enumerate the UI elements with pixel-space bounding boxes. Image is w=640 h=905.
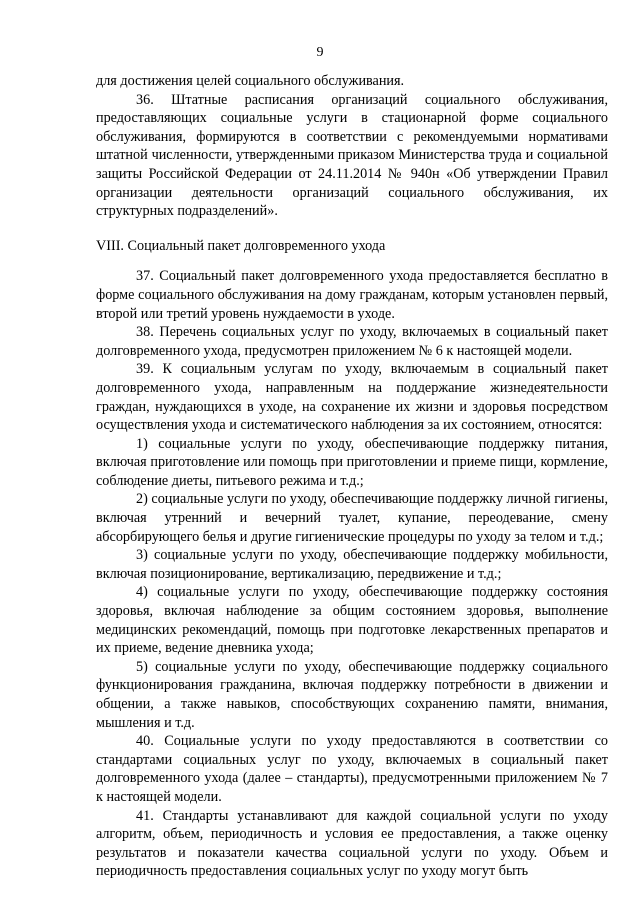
list-item-3: 3) социальные услуги по уходу, обеспечивающие поддержку мобильности, включая позиционирование, вертикализацию, передвижение и т.д.; bbox=[96, 547, 608, 582]
paragraph-40: 40. Социальные услуги по уходу предоставляются в соответствии со стандартами социальных услуг по уходу, включаемых в социальный пакет долговременного ухода (далее – стандарты), предусмотренными приложением № 7 к настоящей модели. bbox=[96, 733, 608, 805]
paragraph-36: 36. Штатные расписания организаций социального обслуживания, предоставляющих социальные услуги в стационарной форме социального обслуживания, формируются в соответствии с рекомендуемыми нормативами штатной численности, утвержденными приказом Министерства труда и социальной защиты Российской Федерации от 24.11.2014 № 940н «Об утверждении Правил организации деятельности организаций социального обслуживания, их структурных подразделений». bbox=[96, 91, 608, 220]
paragraph-41: 41. Стандарты устанавливают для каждой социальной услуги по уходу алгоритм, объем, периодичность и условия ее предоставления, а также оценку результатов и показатели качества социальной услуги по уходу. Объем и периодичность предоставления социальных услуг по уходу могут быть bbox=[96, 807, 608, 880]
list-item-4: 4) социальные услуги по уходу, обеспечивающие поддержку состояния здоровья, включая наблюдение за общим состоянием здоровья, выполнение медицинских рекомендаций, помощь при подготовке лекарственных препаратов и их приеме, ведение дневника ухода; bbox=[96, 584, 608, 657]
section-heading: VIII. Социальный пакет долговременного ухода bbox=[96, 237, 386, 254]
list-item-1: 1) социальные услуги по уходу, обеспечивающие поддержку питания, включая приготовление или помощь при приготовлении и приеме пищи, кормление, соблюдение диеты, питьевого режима и т.д.; bbox=[96, 435, 608, 489]
paragraph-39: 39. К социальным услугам по уходу, включаемым в социальный пакет долговременного ухода, направленным на поддержание жизнедеятельности граждан, нуждающихся в уходе, на сохранение их жизни и здоровья посредством осуществления ухода и систематического наблюдения за их состоянием, относятся: bbox=[96, 361, 608, 434]
paragraph-37: 37. Социальный пакет долговременного ухода предоставляется бесплатно в форме социального обслуживания на дому гражданам, которым установлен первый, второй или третий уровень нуждаемости в уходе. bbox=[96, 268, 608, 322]
list-item-5: 5) социальные услуги по уходу, обеспечивающие поддержку социального функционирования гражданина, включая поддержку потребности в движении и общении, а также навыков, способствующих сохранению памяти, внимания, мышления и т.д. bbox=[96, 658, 608, 731]
list-item-2: 2) социальные услуги по уходу, обеспечивающие поддержку личной гигиены, включая утренний и вечерний туалет, купание, переодевание, смену абсорбирующего белья и другие гигиенические процедуры по уходу за телом и т.д.; bbox=[96, 491, 608, 545]
page-number: 9 bbox=[316, 45, 324, 60]
document-body bbox=[96, 72, 608, 881]
paragraph-38: 38. Перечень социальных услуг по уходу, включаемых в социальный пакет долговременного ухода, предусмотрен приложением № 6 к настоящей модели. bbox=[96, 324, 608, 359]
paragraph-continuation: для достижения целей социального обслуживания. bbox=[96, 73, 405, 89]
